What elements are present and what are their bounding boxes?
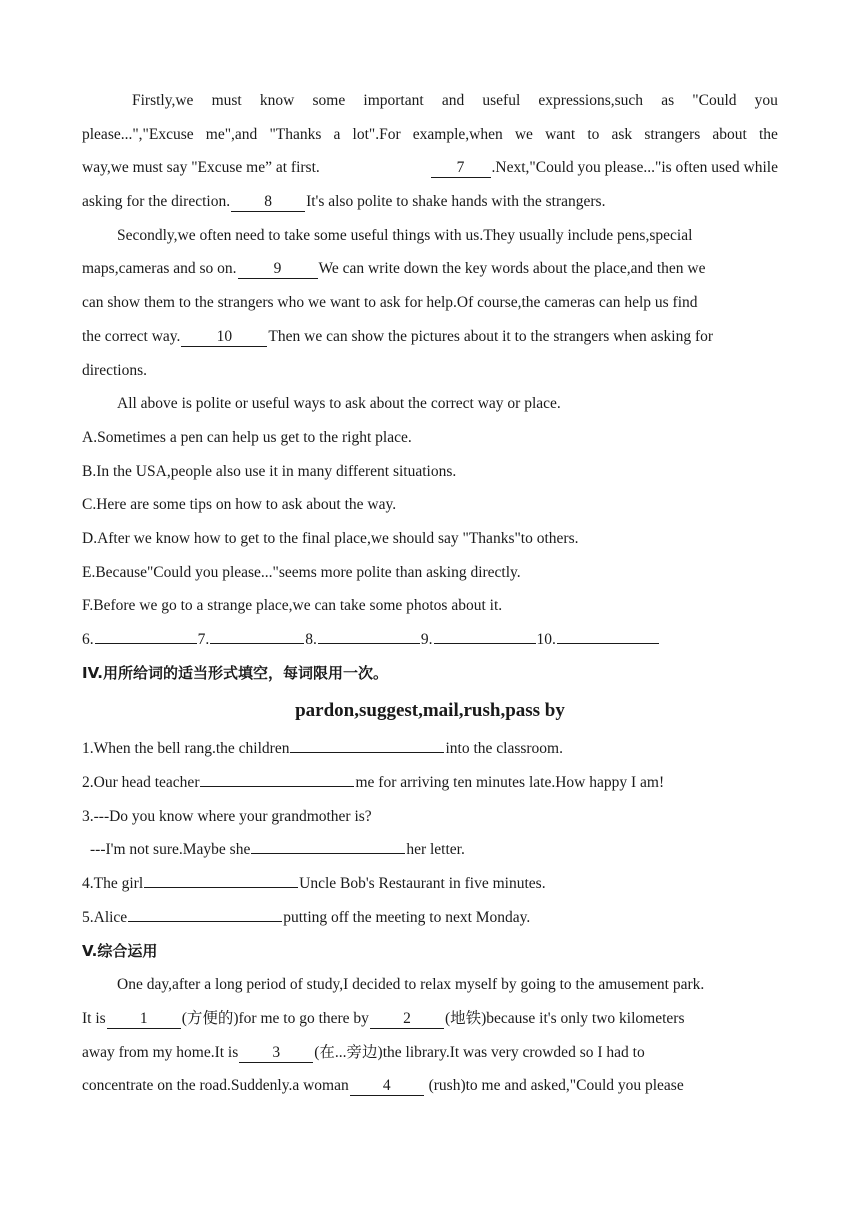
q3-blank[interactable] <box>251 833 405 854</box>
question-3-reply <box>82 833 778 867</box>
p1-line1-word: "Could <box>692 92 737 109</box>
section-4-heading: IV.用所给词的适当形式填空，每词限用一次。 <box>82 663 388 682</box>
p1-line2-word: want <box>545 125 576 143</box>
p1-line2-word: about <box>712 125 747 143</box>
s5-blank-2[interactable]: 2 <box>370 1008 444 1029</box>
s5-line2-text: It is <box>82 1009 106 1027</box>
q3-reply-text: ---I'm not sure.Maybe she <box>90 841 251 859</box>
p1-line2-word: the <box>758 125 778 143</box>
p1-line1 <box>82 84 778 118</box>
q5-text-b: putting off the meeting to next Monday. <box>283 908 531 926</box>
p1-line2-word: strangers <box>644 125 701 143</box>
s5-line4-text: concentrate on the road.Suddenly.a woman <box>82 1077 349 1095</box>
option-c: C.Here are some tips on how to ask about the way. <box>82 496 397 514</box>
worksheet-page <box>82 84 778 1103</box>
p1-line1-word: important <box>363 92 424 109</box>
option-d: D.After we know how to get to the final place,we should say "Thanks"to others. <box>82 529 579 547</box>
s5-blank-1[interactable]: 1 <box>107 1008 181 1029</box>
answer-label-8: 8. <box>305 631 317 648</box>
p2-line4 <box>82 320 778 354</box>
q3-reply-text-b: her letter. <box>406 841 465 859</box>
p1-line3 <box>82 151 778 185</box>
p1-line2-word: ask <box>611 125 633 143</box>
answer-blank-10[interactable] <box>557 623 659 644</box>
s5-blank-4[interactable]: 4 <box>350 1075 424 1096</box>
blank-8[interactable]: 8 <box>231 191 305 212</box>
p1-line2-word: "Thanks <box>269 125 322 143</box>
s5-line3-text-b: (在...旁边)the library.It was very crowded so I had to <box>314 1043 645 1061</box>
answer-line <box>82 623 778 657</box>
answer-label-6: 6. <box>82 631 94 648</box>
option-a: A.Sometimes a pen can help us get to the right place. <box>82 428 412 446</box>
p1-line2-word: to <box>587 125 600 143</box>
p2-line4-text: the correct way. <box>82 327 181 345</box>
s5-line2-text-b: (方便的)for me to go there by <box>181 1009 369 1027</box>
q2-text-b: me for arriving ten minutes late.How happy I am! <box>355 774 665 792</box>
answer-label-7: 7. <box>197 631 210 648</box>
s5-blank-3[interactable]: 3 <box>239 1042 313 1063</box>
word-bank: pardon,suggest,mail,rush,pass by <box>295 700 565 722</box>
p1-line4 <box>82 185 778 219</box>
answer-label-9: 9. <box>420 631 433 648</box>
q4-text: 4.The girl <box>82 875 144 893</box>
p2-line1: Secondly,we often need to take some useful things with us.They usually include pens,special <box>117 226 693 244</box>
p1-line3-text-b: .Next,"Could you please..."is often used while <box>491 159 778 177</box>
option-f: F.Before we go to a strange place,we can take some photos about it. <box>82 597 503 615</box>
question-5 <box>82 901 778 935</box>
question-3: 3.---Do you know where your grandmother is? <box>82 807 372 825</box>
p1-line2-word: we <box>514 125 533 143</box>
p1-line1-word: Firstly,we <box>132 92 194 109</box>
option-b: B.In the USA,people also use it in many different situations. <box>82 462 457 480</box>
s5-line4 <box>82 1069 778 1103</box>
p1-line2-word: me",and <box>205 125 258 143</box>
p2-line4-text-b: Then we can show the pictures about it to the strangers when asking for <box>268 327 714 345</box>
q5-blank[interactable] <box>128 901 282 922</box>
p1-line1-word: and <box>441 92 465 109</box>
blank-7[interactable]: 7 <box>431 157 491 178</box>
p1-line1-word: some <box>312 92 346 109</box>
answer-blank-6[interactable] <box>95 623 197 644</box>
q1-blank[interactable] <box>290 732 444 753</box>
p1-line3-text: way,we must say "Excuse me” at first. <box>82 159 320 177</box>
s5-line4-text-b: (rush)to me and asked,"Could you please <box>424 1077 684 1095</box>
q2-blank[interactable] <box>200 766 354 787</box>
q2-text: 2.Our head teacher <box>82 774 200 792</box>
p2-line2-text: maps,cameras and so on. <box>82 260 237 278</box>
p1-line1-word: as <box>661 92 675 109</box>
p2-line3: can show them to the strangers who we want to ask for help.Of course,the cameras can help us find <box>82 294 698 312</box>
question-1 <box>82 732 778 766</box>
q1-text: 1.When the bell rang.the children <box>82 740 290 758</box>
option-e: E.Because"Could you please..."seems more polite than asking directly. <box>82 563 521 581</box>
p1-line1-word: know <box>259 92 295 109</box>
s5-line3 <box>82 1036 778 1070</box>
p1-line1-word: expressions,such <box>538 92 644 109</box>
p1-line1-word: useful <box>482 92 521 109</box>
p1-line4-text: asking for the direction. <box>82 193 231 211</box>
p2-line2 <box>82 252 778 286</box>
p2-line5: directions. <box>82 361 147 379</box>
s5-line3-text: away from my home.It is <box>82 1043 239 1061</box>
p1-line2 <box>82 118 778 152</box>
p3-line: All above is polite or useful ways to ask about the correct way or place. <box>117 395 561 413</box>
answer-label-10: 10. <box>536 631 556 648</box>
q4-text-b: Uncle Bob's Restaurant in five minutes. <box>299 875 546 893</box>
p2-line2-text-b: We can write down the key words about the place,and then we <box>318 260 706 278</box>
section-5-heading: V.综合运用 <box>82 941 158 960</box>
p1-line2-word: example,when <box>412 125 503 143</box>
p1-line2-word: a <box>333 125 341 143</box>
p1-line4-text-b: It's also polite to shake hands with the strangers. <box>306 193 606 211</box>
p1-line1-word: must <box>211 92 242 109</box>
question-4 <box>82 867 778 901</box>
q1-text-b: into the classroom. <box>445 740 563 758</box>
q4-blank[interactable] <box>144 867 298 888</box>
s5-line2 <box>82 1002 778 1036</box>
answer-blank-7[interactable] <box>210 623 304 644</box>
q5-text: 5.Alice <box>82 908 128 926</box>
p1-line1-word: you <box>754 92 778 109</box>
s5-line1: One day,after a long period of study,I decided to relax myself by going to the amusement park. <box>117 976 705 994</box>
blank-9[interactable]: 9 <box>238 258 318 279</box>
blank-10[interactable]: 10 <box>181 326 267 347</box>
question-2 <box>82 766 778 800</box>
s5-line2-text-c: (地铁)because it's only two kilometers <box>444 1009 685 1027</box>
p1-line2-word: lot".For <box>352 125 401 143</box>
answer-blank-8[interactable] <box>318 623 420 644</box>
p1-line2-word: please...","Excuse <box>82 125 194 143</box>
answer-blank-9[interactable] <box>434 623 536 644</box>
